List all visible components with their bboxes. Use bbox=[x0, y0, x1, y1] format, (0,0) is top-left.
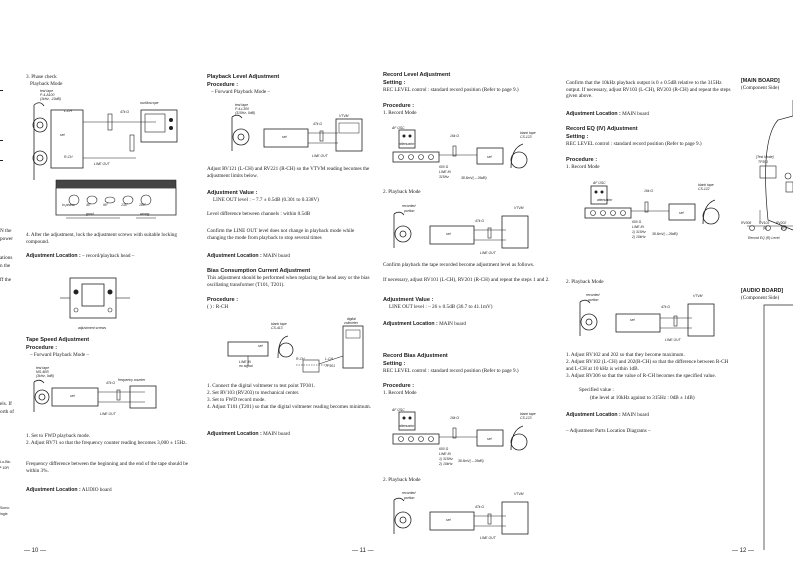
bias-label: TP301 bbox=[325, 364, 335, 368]
pb-label: set bbox=[446, 232, 451, 236]
pb-tape: P-4-L300 bbox=[235, 107, 249, 111]
ts-label: 47k Ω bbox=[106, 381, 115, 385]
edge-text: n the bbox=[0, 263, 11, 269]
bias-step-3: 3. Set to FWD record mode. bbox=[207, 397, 266, 403]
adj-location-1: Adjustment Location : – record/playback head – bbox=[26, 253, 135, 259]
pb-adj-value-label: Adjustment Value : bbox=[207, 190, 258, 196]
phase-tape: test tape bbox=[40, 89, 54, 93]
procedure-label-2: Procedure : bbox=[207, 297, 239, 303]
req-level-label: Record EQ (R) Level bbox=[748, 236, 780, 240]
pb-adj-value: LINE OUT level : – 7.7 ± 0.5dB (0.301 to 0.338V) bbox=[213, 197, 319, 203]
rv-label: (L) bbox=[763, 226, 768, 230]
level-diff: Level difference between channels : within 0.5dB bbox=[207, 211, 311, 217]
req-osc-label: 38.8mV( – 26dB) bbox=[652, 232, 678, 236]
main-board-title: [MAIN BOARD] bbox=[741, 78, 780, 84]
req-osc-label: blank tape bbox=[698, 183, 714, 187]
head-diagram bbox=[60, 270, 140, 330]
osc-label: AF OSC bbox=[392, 126, 405, 130]
pb-tape: (315Hz, 0dB) bbox=[235, 111, 255, 115]
ts-tape: (3kHz, 0dB) bbox=[36, 374, 54, 378]
test-mode-label: TP301 bbox=[758, 160, 768, 164]
rl-adj-location: Adjustment Location : MAIN board bbox=[383, 321, 467, 327]
freq-diff: Frequency difference between the beginning and the end of the tape should be within 3%. bbox=[26, 461, 189, 474]
pb-text: Adjust RV121 (L-CH) and RV221 (R-CH) so the VTVM reading becomes the adjustment limits below. bbox=[207, 166, 370, 179]
rb-title: Record Bias Adjustment bbox=[383, 353, 448, 359]
req-pb-mode: 2. Playback Mode bbox=[566, 279, 604, 285]
audio-board-side: (Component Side) bbox=[741, 295, 780, 301]
req-title: Record EQ (IV) Adjustment bbox=[566, 126, 638, 132]
pattern-label: 45° bbox=[86, 203, 92, 207]
setting-text: REC LEVEL control : standard record position (Refer to page 9.) bbox=[383, 87, 519, 93]
req-step-3: 3. Adjust RV306 so that the value of R-CH becomes the specified value. bbox=[566, 373, 716, 379]
main-board-side: (Component Side) bbox=[741, 85, 780, 91]
bias-label: no signal bbox=[239, 364, 253, 368]
bias-ch: ( ) : R-CH bbox=[207, 304, 229, 310]
pb-adj-location: Adjustment Location : MAIN board bbox=[207, 253, 291, 259]
pb2-label: recorded bbox=[402, 491, 416, 495]
rec-mode: 1. Record Mode bbox=[383, 110, 417, 116]
tape-speed-mode: – Forward Playback Mode – bbox=[30, 352, 90, 358]
osc-label: 38.8mV( – 26dB) bbox=[461, 176, 487, 180]
setting2-text: REC LEVEL control : standard record position (Refer to page 9.) bbox=[383, 368, 519, 374]
bias-title: Bias Consumption Current Adjustment bbox=[207, 268, 311, 274]
bias-step-4: 4. Adjust T101 (T201) so that the digital voltmeter reading becomes minimum. bbox=[207, 404, 372, 410]
ts-step-2: 2. Adjust RV71 so that the frequency counter reading becomes 3,000 ± 15Hz. bbox=[26, 440, 187, 446]
pb-label: LINE OUT bbox=[480, 251, 496, 255]
pb-label: recorded bbox=[402, 204, 416, 208]
procedure-label: Procedure : bbox=[566, 157, 598, 163]
edge-text: power bbox=[0, 236, 13, 242]
edge-text: ff the bbox=[0, 277, 11, 283]
pb-label: VTVM bbox=[339, 114, 349, 118]
p12-confirm: Confirm that the 10kHz playback output is 0 ± 0.5dB relative to the 315Hz output. If necessary, adjust RV103 (L-CH), RV203 (R-CH) and repeat the steps given above. bbox=[566, 80, 731, 100]
bias-label: R-CH bbox=[296, 357, 305, 361]
bias-label: LINE IN bbox=[239, 360, 251, 364]
phase-tape: (1kHz, -10dB) bbox=[40, 97, 61, 101]
req-osc-label: LINE IN bbox=[632, 225, 644, 229]
pb-label: LINE OUT bbox=[312, 154, 328, 158]
pb2-label: portion bbox=[404, 496, 415, 500]
osc-label: 315Hz bbox=[439, 175, 449, 179]
osc-label: CS-123 bbox=[520, 135, 532, 139]
bias-text: This adjustment should be performed when replacing the head assy or the bias oscillating transformer (T101, T201). bbox=[207, 275, 370, 288]
main-board-diagram bbox=[740, 100, 793, 270]
osc2-label: 1) 315Hz bbox=[439, 457, 453, 461]
edge-text: Lo-Blu bbox=[0, 460, 11, 464]
osc-label: blank tape bbox=[520, 131, 536, 135]
req-osc-label: CS-122 bbox=[698, 187, 710, 191]
phase-title: 3. Phase check bbox=[26, 74, 57, 80]
req-osc-label: 2) 10kHz bbox=[632, 235, 646, 239]
req-pb-label: recorded bbox=[586, 293, 600, 297]
rec-mode: 1. Record Mode bbox=[566, 164, 600, 170]
ts-label: LINE OUT bbox=[100, 412, 116, 416]
bias-label: digital bbox=[347, 317, 356, 321]
ts-label: frequency counter bbox=[118, 378, 146, 382]
edge-mark bbox=[0, 160, 3, 161]
bias-label: blank tape bbox=[271, 322, 287, 326]
pb2-label: set bbox=[446, 518, 451, 522]
pb-label: portion bbox=[404, 209, 415, 213]
osc2-label: 38.8mV( – 26dB) bbox=[458, 459, 484, 463]
tape-speed-title: Tape Speed Adjustment bbox=[26, 337, 90, 343]
rv-label: RV202 bbox=[776, 221, 787, 225]
req-adj-location: Adjustment Location : MAIN board bbox=[566, 412, 650, 418]
bias-label: CS-413 bbox=[271, 326, 283, 330]
req-osc-label: 16k Ω bbox=[644, 189, 653, 193]
ts-label: set bbox=[70, 394, 75, 398]
osc2-label: LINE IN bbox=[439, 452, 451, 456]
osc2-label: 2) 10kHz bbox=[439, 462, 453, 466]
pb-tape: test tape bbox=[235, 103, 249, 107]
procedure2-label: Procedure : bbox=[383, 383, 415, 389]
req-osc-label: set bbox=[679, 211, 684, 215]
edge-mark bbox=[0, 90, 3, 91]
osc2-label: set bbox=[487, 437, 492, 441]
phase-label: L-CH bbox=[64, 109, 72, 113]
edge-text: ª 10R bbox=[0, 466, 9, 470]
test-mode-label: [Test Mode] bbox=[756, 155, 774, 159]
pb-mode: – Forward Playback Mode – bbox=[211, 89, 271, 95]
setting-label: Setting : bbox=[566, 134, 589, 140]
rec-pb-diagram bbox=[390, 212, 530, 257]
rl-if: If necessary, adjust RV101 (L-CH), RV201 (R-CH) and repeat the steps 1 and 2. bbox=[383, 277, 550, 283]
req-pb-label: VTVM bbox=[693, 294, 703, 298]
step-4: 4. After the adjustment, lock the adjustment screws with suitable locking compound. bbox=[26, 232, 177, 245]
edge-text: N the bbox=[0, 228, 12, 234]
pb-mode: 2. Playback Mode bbox=[383, 189, 421, 195]
rec2-mode: 1. Record Mode bbox=[383, 390, 417, 396]
rv-label: RV306 bbox=[741, 221, 752, 225]
page-number-10: — 10 — bbox=[24, 548, 47, 554]
bias-step-1: 1. Connect the digital voltmeter to test point TP301. bbox=[207, 383, 315, 389]
pb2-label: 47k Ω bbox=[475, 505, 484, 509]
audio-board-diagram bbox=[760, 305, 793, 555]
adjust-screws-label: adjustment screws bbox=[78, 326, 107, 330]
phase-tape: P-4-A100 bbox=[40, 93, 55, 97]
procedure-label: Procedure : bbox=[207, 82, 239, 88]
req-pb-diagram bbox=[576, 300, 716, 345]
osc-label: 600 Ω bbox=[439, 165, 449, 169]
pb2-label: VTVM bbox=[514, 492, 524, 496]
bias-label: set bbox=[258, 344, 263, 348]
pattern-label: 135° bbox=[121, 203, 129, 207]
req-pb-label: set bbox=[630, 318, 635, 322]
req-step-1: 1. Adjust RV102 and 202 so that they become maximum. bbox=[566, 352, 685, 358]
req-osc-label: 1) 315Hz bbox=[632, 230, 646, 234]
edge-mark bbox=[0, 140, 3, 141]
setting2-label: Setting : bbox=[383, 361, 406, 367]
edge-text: els. If bbox=[0, 401, 12, 407]
osc-label: attenuator bbox=[399, 142, 415, 146]
procedure-label: Procedure : bbox=[383, 103, 415, 109]
parts-diagrams: – Adjustment Parts Location Diagrams – bbox=[566, 428, 651, 434]
osc2-label: attenuator bbox=[399, 424, 415, 428]
osc2-label: CS-123 bbox=[520, 416, 532, 420]
pb-label: 47k Ω bbox=[475, 219, 484, 223]
pb-diagram bbox=[228, 115, 368, 160]
osc2-label: AF OSC bbox=[392, 408, 405, 412]
req-pb-label: portion bbox=[588, 298, 599, 302]
phase-label: 47k Ω bbox=[120, 110, 129, 114]
osc-label: LINE IN bbox=[439, 170, 451, 174]
audio-board-title: [AUDIO BOARD] bbox=[741, 288, 784, 294]
osc-label: set bbox=[487, 155, 492, 159]
rl-adj-value-label: Adjustment Value : bbox=[383, 297, 434, 303]
edge-text: ingle bbox=[0, 512, 8, 516]
pb2-mode: 2. Playback Mode bbox=[383, 477, 421, 483]
rl-adj-value: LINE OUT level : – 26 ± 0.5dB (36.7 to 41.1mV) bbox=[389, 304, 493, 310]
pb2-label: LINE OUT bbox=[480, 536, 496, 540]
phase-label: LINE OUT bbox=[94, 162, 110, 166]
specified-value: (the level at 10kHz against to 315Hz : 0dB ± 1dB) bbox=[590, 395, 695, 401]
setting-label: Setting : bbox=[383, 80, 406, 86]
osc-label: 16k Ω bbox=[450, 134, 459, 138]
req-osc-label: 600 Ω bbox=[632, 220, 642, 224]
req-step-2: 2. Adjust RV102 (L-CH) and 202(R-CH) so that the difference between R-CH and L-CH at 10 kHz is within 1dB. bbox=[566, 359, 729, 372]
bias-label: voltmeter bbox=[344, 321, 358, 325]
phase-label: set bbox=[60, 133, 65, 137]
edge-text: Scrno bbox=[0, 506, 10, 510]
pb-label: VTVM bbox=[514, 206, 524, 210]
edge-text: ations bbox=[0, 255, 13, 261]
pb-title: Playback Level Adjustment bbox=[207, 74, 280, 80]
screen-pattern-label: Screen pattern bbox=[92, 172, 116, 176]
edge-text: orth of bbox=[0, 409, 14, 415]
rv-label: RV103 bbox=[759, 221, 770, 225]
bias-label: L-CH bbox=[325, 357, 333, 361]
osc2-label: blank tape bbox=[520, 412, 536, 416]
pattern-label: in phase bbox=[62, 203, 75, 207]
pb-label: 47k Ω bbox=[313, 122, 322, 126]
ts-tape: MS-4EB bbox=[36, 370, 49, 374]
bias-step-2: 2. Set RV103 (RV203) to mechanical center. bbox=[207, 390, 300, 396]
req-osc-label: attenuator bbox=[597, 198, 613, 202]
phase-label: R-CH bbox=[64, 155, 73, 159]
rv-label: (R) bbox=[781, 226, 786, 230]
rl-confirm: Confirm playback the tape recorded become adjustment level as follows. bbox=[383, 262, 535, 268]
tape-speed-diagram bbox=[30, 380, 160, 420]
page-number-11: — 11 — bbox=[352, 548, 374, 554]
bias-diagram bbox=[218, 320, 378, 380]
phase-mode: Playback Mode bbox=[30, 81, 63, 87]
osc2-label: 16k Ω bbox=[450, 416, 459, 420]
ts-tape: test tape bbox=[36, 366, 50, 370]
osc2-label: 600 Ω bbox=[439, 447, 449, 451]
adj-location-2: Adjustment Location : AUDIO board bbox=[26, 487, 112, 493]
req-pb-label: LINE OUT bbox=[665, 338, 681, 342]
ts-step-1: 1. Set to FWD playback mode. bbox=[26, 433, 91, 439]
req-osc-label: AF OSC bbox=[593, 181, 606, 185]
req-pb-label: 47k Ω bbox=[661, 305, 670, 309]
page-number-12: — 12 — bbox=[732, 548, 755, 554]
procedure-label: Procedure : bbox=[26, 345, 58, 351]
good-label: good bbox=[86, 212, 94, 216]
rb-pb-diagram bbox=[390, 498, 530, 543]
setting-text: REC LEVEL control : standard record position (Refer to page 9.) bbox=[566, 141, 702, 147]
specified-label: Specified value : bbox=[579, 387, 614, 393]
pb-confirm: Confirm the LINE OUT level does not change in playback mode while changing the mode from playback to stop several times bbox=[207, 228, 355, 241]
pattern-label: 180° bbox=[139, 203, 147, 207]
p12-adj-location: Adjustment Location : MAIN board bbox=[566, 111, 650, 117]
wrong-label: wrong bbox=[140, 212, 150, 216]
phase-label: oscilloscope bbox=[140, 101, 159, 105]
pb-label: set bbox=[282, 135, 287, 139]
bias-adj-location: Adjustment Location : MAIN board bbox=[207, 431, 291, 437]
pattern-label: 90° bbox=[103, 203, 109, 207]
rl-title: Record Level Adjustment bbox=[383, 72, 451, 78]
